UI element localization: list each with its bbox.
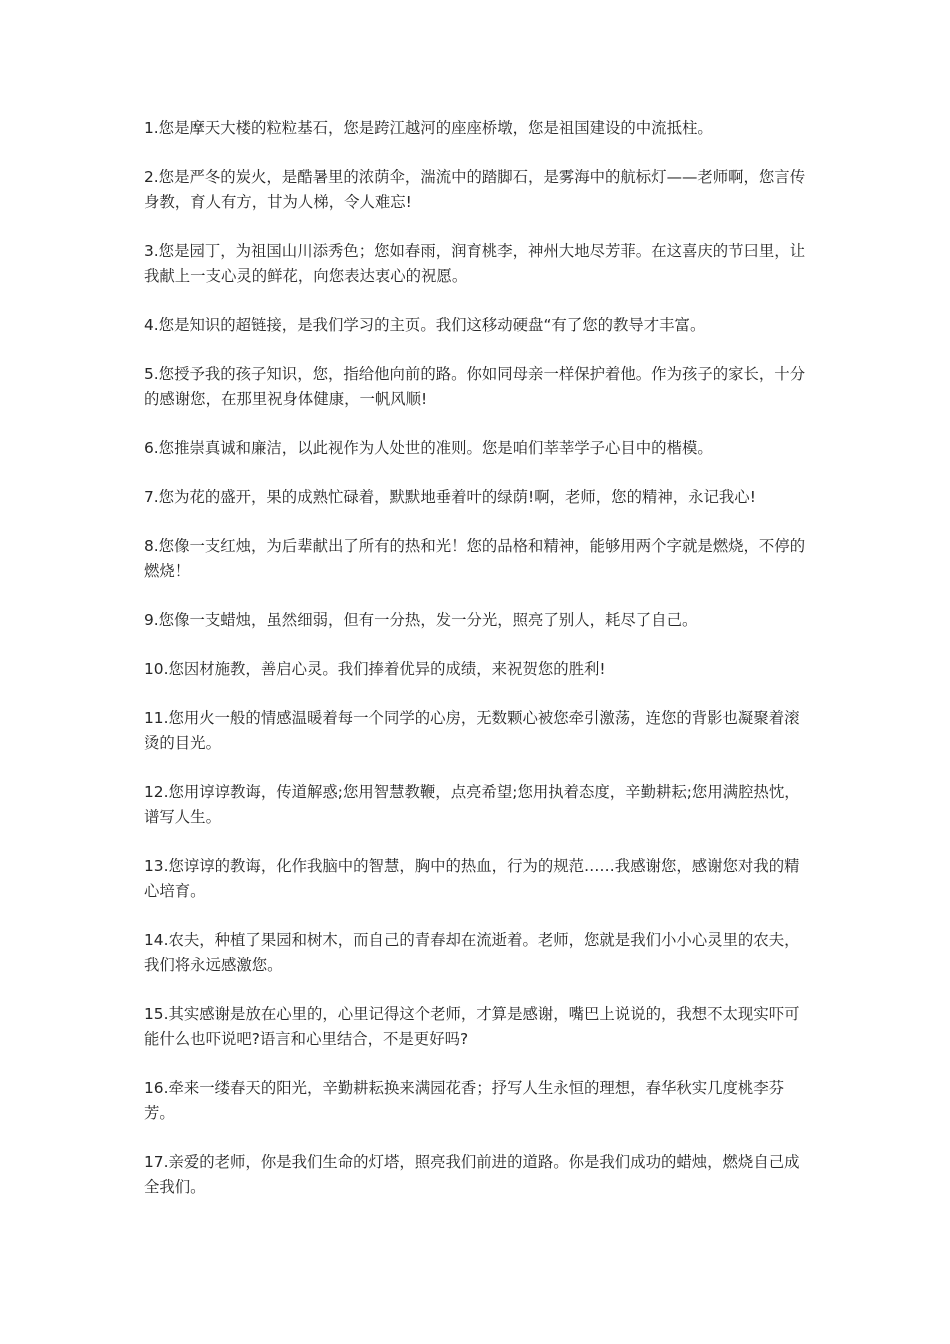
paragraph-8: 8.您像一支红烛，为后辈献出了所有的热和光！您的品格和精神，能够用两个字就是燃烧，不停的燃烧！ — [144, 537, 806, 580]
paragraph-2: 2.您是严冬的炭火，是酷暑里的浓荫伞，湍流中的踏脚石，是雾海中的航标灯——老师啊，您言传身教，育人有方，甘为人梯，令人难忘! — [144, 168, 806, 211]
paragraph-4: 4.您是知识的超链接，是我们学习的主页。我们这移动硬盘“有了您的教导才丰富。 — [144, 316, 706, 334]
paragraph-10: 10.您因材施教，善启心灵。我们捧着优异的成绩，来祝贺您的胜利! — [144, 660, 606, 678]
paragraph-17: 17.亲爱的老师，你是我们生命的灯塔，照亮我们前进的道路。你是我们成功的蜡烛，燃烧自己成全我们。 — [144, 1153, 800, 1196]
paragraph-7: 7.您为花的盛开，果的成熟忙碌着，默默地垂着叶的绿荫!啊，老师，您的精神，永记我心! — [144, 488, 756, 506]
paragraph-1: 1.您是摩天大楼的粒粒基石，您是跨江越河的座座桥墩，您是祖国建设的中流抵柱。 — [144, 119, 713, 137]
paragraph-13: 13.您谆谆的教诲，化作我脑中的智慧，胸中的热血，行为的规范……我感谢您，感谢您对我的精心培育。 — [144, 857, 800, 900]
paragraph-12: 12.您用谆谆教诲，传道解惑;您用智慧教鞭，点亮希望;您用执着态度，辛勤耕耘;您用满腔热忱，谱写人生。 — [144, 783, 800, 826]
document-body — [144, 116, 808, 1224]
paragraph-14: 14.农夫，种植了果园和树木，而自己的青春却在流逝着。老师，您就是我们小小心灵里的农夫，我们将永远感激您。 — [144, 931, 800, 974]
paragraph-11: 11.您用火一般的情感温暖着每一个同学的心房，无数颗心被您牵引激荡，连您的背影也凝聚着滚烫的目光。 — [144, 709, 800, 752]
paragraph-15: 15.其实感谢是放在心里的，心里记得这个老师，才算是感谢，嘴巴上说说的，我想不太现实吓可能什么也吓说吧?语言和心里结合，不是更好吗? — [144, 1005, 800, 1048]
paragraph-5: 5.您授予我的孩子知识，您，指给他向前的路。你如同母亲一样保护着他。作为孩子的家长，十分的感谢您，在那里祝身体健康，一帆风顺! — [144, 365, 806, 408]
paragraph-6: 6.您推崇真诚和廉洁，以此视作为人处世的准则。您是咱们莘莘学子心目中的楷模。 — [144, 439, 713, 457]
paragraph-3: 3.您是园丁，为祖国山川添秀色；您如春雨，润育桃李，神州大地尽芳菲。在这喜庆的节曰里，让我献上一支心灵的鲜花，向您表达衷心的祝愿。 — [144, 242, 806, 285]
paragraph-16: 16.牵来一缕春天的阳光，辛勤耕耘换来满园花香；抒写人生永恒的理想，春华秋实几度桃李芬芳。 — [144, 1079, 785, 1122]
paragraph-9: 9.您像一支蜡烛，虽然细弱，但有一分热，发一分光，照亮了别人，耗尽了自己。 — [144, 611, 698, 629]
